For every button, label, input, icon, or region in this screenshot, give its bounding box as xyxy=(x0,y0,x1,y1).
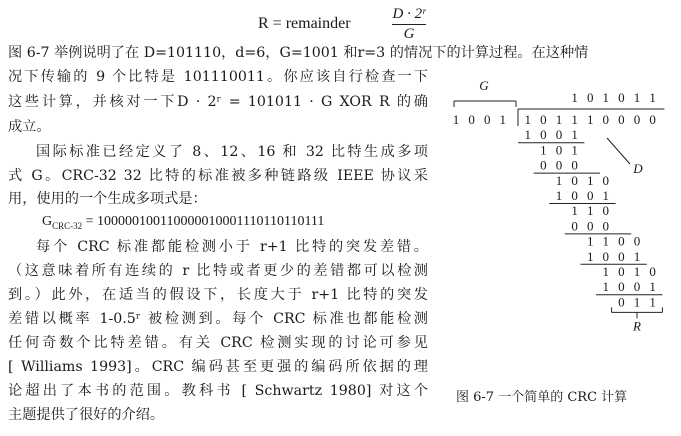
step-row-bit: 0 xyxy=(618,294,625,310)
quotient-bit: 0 xyxy=(618,90,625,105)
step-row-bit: 1 xyxy=(633,248,641,264)
divisor-bit: 0 xyxy=(483,112,491,127)
paragraph-line-14: 论超出了本书的范围。教科书 [ Schwartz 1980] 对这个 xyxy=(8,383,428,399)
quotient-bit: 0 xyxy=(586,90,594,105)
quotient-bit: 1 xyxy=(633,90,641,105)
quotient-bit: 1 xyxy=(649,90,656,105)
dividend-bit: 1 xyxy=(524,112,532,127)
crc-division-figure xyxy=(440,76,680,382)
step-row-bit: 1 xyxy=(586,203,594,219)
step-row-bit: 1 xyxy=(571,203,578,219)
step-row-bit: 0 xyxy=(602,203,610,219)
paragraph-line-2: 况下传输的 9 个比特是 101110011。你应该自行检查一下 xyxy=(8,69,428,85)
paragraph-line-12: 任何奇数个比特差错。有关 CRC 检测实现的讨论可参见 xyxy=(8,335,428,351)
step-row xyxy=(587,249,640,264)
step-row-bit: 0 xyxy=(618,264,625,279)
step-row xyxy=(603,279,656,294)
step-row-bit: 1 xyxy=(586,248,594,264)
step-row-bit: 1 xyxy=(649,279,656,295)
divisor xyxy=(453,112,506,127)
step-row-bit: 1 xyxy=(571,127,578,143)
paragraph-line-8: 每个 CRC 标准都能检测小于 r+1 比特的突发差错。 xyxy=(36,239,428,255)
formula-fraction xyxy=(392,6,426,43)
step-row-bit: 0 xyxy=(633,279,641,295)
step-row-bit: 1 xyxy=(555,172,563,188)
step-row-bit: 0 xyxy=(555,142,563,158)
generator-label: G xyxy=(42,214,53,229)
step-row-bit: 0 xyxy=(586,188,594,203)
step-row-bit: 0 xyxy=(618,233,625,249)
step-row-bit: 1 xyxy=(540,142,547,158)
quotient-bit: 1 xyxy=(571,90,578,105)
paragraph-line-7: 用，使用的一个生成多项式是： xyxy=(8,191,207,207)
paragraph-line-10: 到。）此外，在适当的假设下，长度大于 r+1 比特的突发 xyxy=(8,287,428,303)
step-row xyxy=(556,173,609,188)
step-row-bit: 0 xyxy=(571,218,578,234)
dividend-bit: 0 xyxy=(649,112,656,127)
figure-caption: 图 6-7 一个简单的 CRC 计算 xyxy=(456,390,628,405)
step-row-bit: 0 xyxy=(602,248,610,264)
dividend xyxy=(525,112,656,127)
formula-numerator: D · 2ʳ xyxy=(392,6,426,22)
step-row-bit: 0 xyxy=(540,157,547,173)
step-row-bit: 1 xyxy=(586,233,594,249)
generator-subscript: CRC-32 xyxy=(52,220,83,231)
paragraph-line-13: [ Williams 1993]。CRC 编码甚至更强的编码所依据的理 xyxy=(8,359,428,375)
step-row-bit: 0 xyxy=(618,248,625,264)
divisor-bit: 1 xyxy=(499,112,507,127)
dividend-bit: 0 xyxy=(602,112,610,127)
step-row xyxy=(571,218,609,233)
divisor-bit: 0 xyxy=(468,112,475,127)
generator-value: = 100000100110000010001110110110111 xyxy=(82,214,325,229)
r-label: R xyxy=(633,318,641,334)
d-label: D xyxy=(633,161,643,176)
dividend-bit: 0 xyxy=(618,112,625,127)
step-row-bit: 0 xyxy=(602,218,610,234)
formula-denominator: G xyxy=(403,26,415,42)
remainder-formula xyxy=(258,6,428,42)
step-row-bit: 1 xyxy=(524,127,532,143)
step-row-bit: 1 xyxy=(602,188,610,203)
step-row xyxy=(556,188,609,203)
quotient-bit: 1 xyxy=(602,90,610,105)
dividend-bit: 1 xyxy=(555,112,563,127)
paragraph-line-1: 图 6-7 举例说明了在 D=101110，d=6，G=1001 和r=3 的情况下的计算过程。在这种情 xyxy=(8,45,589,61)
step-row xyxy=(603,264,656,279)
step-row-bit: 0 xyxy=(571,188,578,203)
step-row-bit: 0 xyxy=(555,127,563,143)
paragraph-line-15: 主题提供了很好的介绍。 xyxy=(8,407,165,423)
step-row-bit: 1 xyxy=(602,264,610,279)
step-row xyxy=(540,158,578,173)
step-row-bit: 0 xyxy=(540,127,547,143)
step-row-bit: 1 xyxy=(602,233,610,249)
dividend-bit: 1 xyxy=(586,112,594,127)
step-row-bit: 1 xyxy=(571,142,578,158)
formula-lhs: R = remainder xyxy=(258,15,351,32)
step-row xyxy=(540,142,578,157)
step-row xyxy=(571,203,609,218)
step-row-bit: 1 xyxy=(586,172,594,188)
step-row xyxy=(587,234,640,249)
paragraph-line-6: 式 G。CRC-32 32 比特的标准被多种链路级 IEEE 协议采 xyxy=(8,168,428,184)
paragraph-line-5: 国际标准已经定义了 8、12、16 和 32 比特生成多项 xyxy=(36,144,428,160)
step-row-bit: 1 xyxy=(555,188,563,203)
step-row-bit: 0 xyxy=(602,172,610,188)
step-row-bit: 0 xyxy=(586,218,594,234)
fraction-bar xyxy=(392,24,426,25)
step-row-bit: 0 xyxy=(571,157,578,173)
step-row-bit: 0 xyxy=(555,157,563,173)
step-row-bit: 1 xyxy=(633,264,641,279)
step-row-bit: 1 xyxy=(649,294,656,310)
step-row-bit: 0 xyxy=(633,233,641,249)
step-row-bit: 1 xyxy=(633,294,641,310)
paragraph-line-4: 成立。 xyxy=(8,119,51,135)
g-label: G xyxy=(479,78,489,93)
dividend-bit: 0 xyxy=(633,112,641,127)
step-row xyxy=(525,127,578,142)
crc32-generator xyxy=(42,214,324,231)
dividend-bit: 1 xyxy=(571,112,578,127)
d-pointer xyxy=(607,138,630,164)
divisor-bit: 1 xyxy=(452,112,460,127)
step-row-bit: 0 xyxy=(571,172,578,188)
paragraph-line-9: （这意味着所有连续的 r 比特或者更少的差错都可以检测 xyxy=(8,263,428,279)
paragraph-line-3: 这些计算，并核对一下D · 2ʳ = 101011 · G XOR R 的确 xyxy=(8,94,428,110)
step-row-bit: 0 xyxy=(618,279,625,295)
paragraph-line-11: 差错以概率 1-0.5ʳ 被检测到。每个 CRC 标准也都能检测 xyxy=(8,311,428,327)
step-row xyxy=(618,294,656,309)
quotient xyxy=(571,90,656,105)
step-row-bit: 0 xyxy=(649,264,656,279)
dividend-bit: 0 xyxy=(540,112,547,127)
step-row-bit: 1 xyxy=(602,279,610,295)
